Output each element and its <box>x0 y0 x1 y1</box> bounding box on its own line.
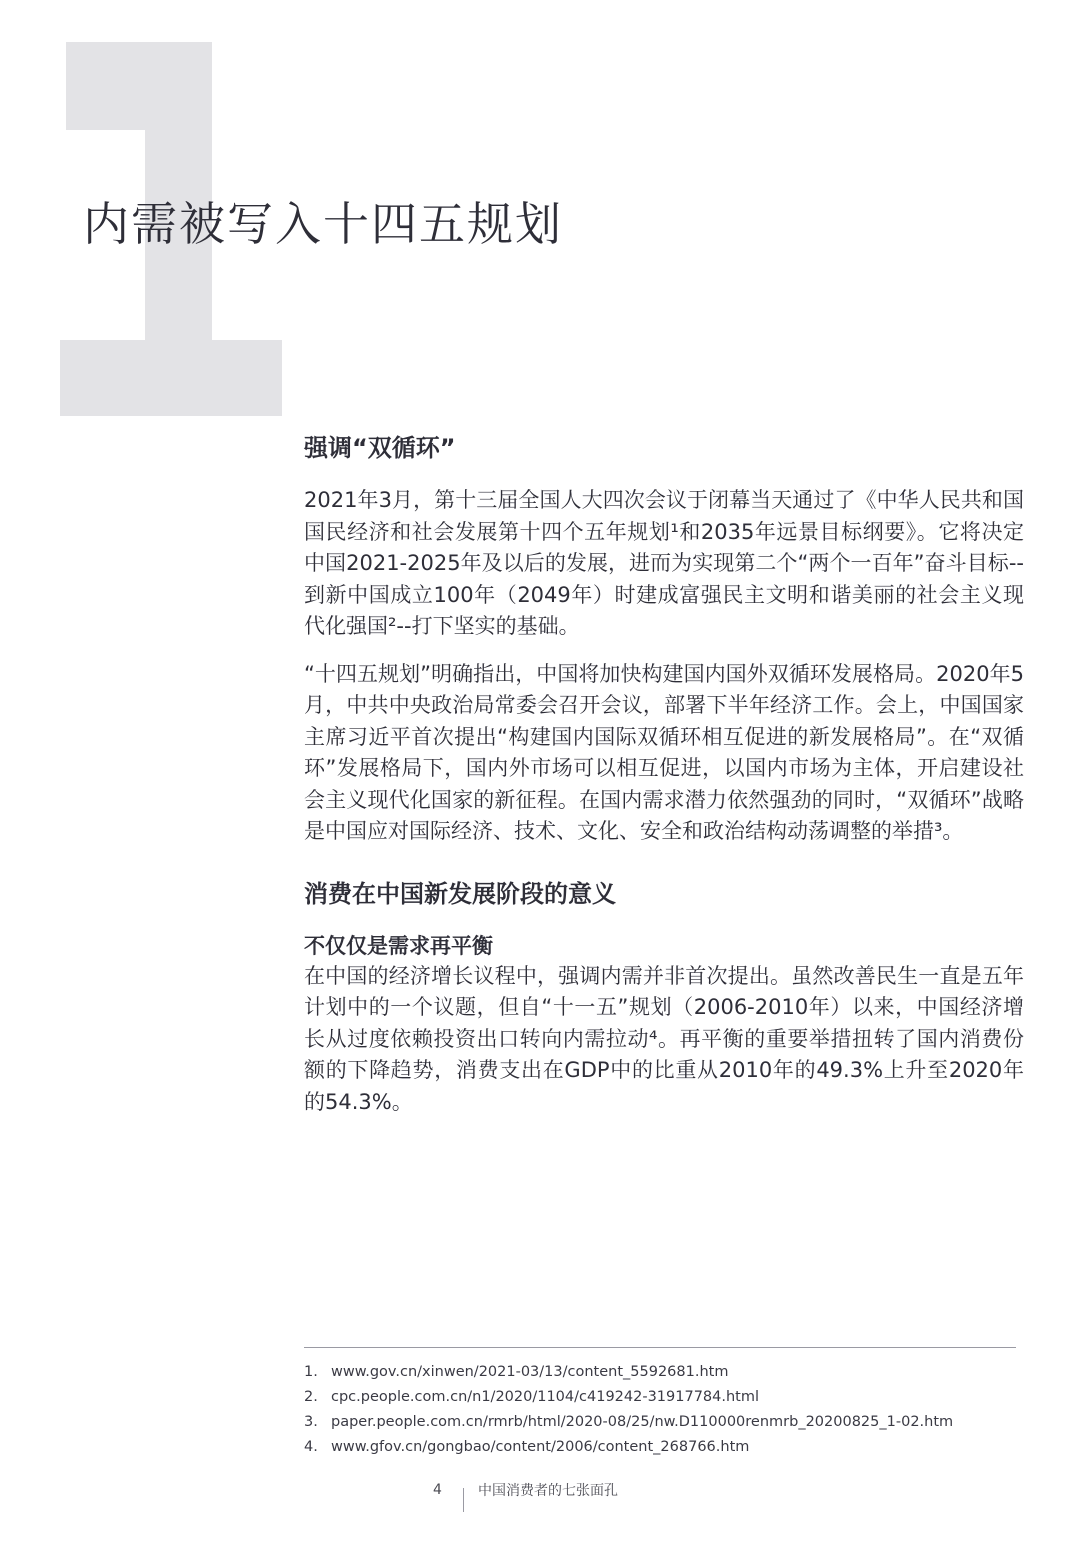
page-number: 4 <box>433 1482 442 1498</box>
footnote <box>304 1360 1016 1385</box>
footnote-number: 1. <box>304 1364 318 1380</box>
footnote-number: 4. <box>304 1439 318 1455</box>
section-heading-consumption-significance: 消费在中国新发展阶段的意义 <box>304 879 616 908</box>
footnote <box>304 1385 1016 1410</box>
footnote-url: paper.people.com.cn/rmrb/html/2020-08/25/nw.D110000renmrb_20200825_1-02.htm <box>331 1414 954 1430</box>
paragraph: “十四五规划”明确指出，中国将加快构建国内国外双循环发展格局。2020年5月，中共中央政治局常委会召开会议，部署下半年经济工作。会上，中国国家主席习近平首次提出“构建国内国际双循环相互促进的新发展格局”。在“双循环”发展格局下，国内外市场可以相互促进，以国内市场为主体，开启建设社会主义现代化国家的新征程。在国内需求潜力依然强劲的同时，“双循环”战略是中国应对国际经济、技术、文化、安全和政治结构动荡调整的举措³。 <box>304 661 1024 843</box>
footnotes <box>304 1347 1016 1460</box>
footnote-number: 2. <box>304 1389 318 1405</box>
main-content <box>304 428 1024 1134</box>
paragraph: 2021年3月，第十三届全国人大四次会议于闭幕当天通过了《中华人民共和国国民经济和社会发展第十四个五年规划¹和2035年远景目标纲要》。它将决定中国2021-2025年及以后的发展，进而为实现第二个“两个一百年”奋斗目标--到新中国成立100年（2049年）时建成富强民主文明和谐美丽的社会主义现代化强国²--打下坚实的基础。 <box>304 488 1024 638</box>
footnote <box>304 1435 1016 1460</box>
footnote-url: www.gov.cn/xinwen/2021-03/13/content_5592681.htm <box>331 1364 729 1380</box>
footnote-url: cpc.people.com.cn/n1/2020/1104/c419242-31917784.html <box>331 1389 760 1405</box>
footnote-url: www.gfov.cn/gongbao/content/2006/content_268766.htm <box>331 1439 750 1455</box>
sub-heading-rebalancing: 不仅仅是需求再平衡 <box>304 933 493 958</box>
footnote-number: 3. <box>304 1414 318 1430</box>
section-heading-dual-circulation: 强调“双循环” <box>304 434 456 462</box>
publication-title: 中国消费者的七张面孔 <box>478 1483 618 1499</box>
paragraph: 在中国的经济增长议程中，强调内需并非首次提出。虽然改善民生一直是五年计划中的一个议题，但自“十一五”规划（2006-2010年）以来，中国经济增长从过度依赖投资出口转向内需拉动⁴。再平衡的重要举措扭转了国内消费份额的下降趋势，消费支出在GDP中的比重从2010年的49.3%上升至2020年的54.3%。 <box>304 963 1024 1114</box>
chapter-number-base <box>60 340 282 416</box>
footer-divider <box>463 1488 464 1512</box>
chapter-title: 内需被写入十四五规划 <box>83 197 563 251</box>
footnote <box>304 1410 1016 1435</box>
